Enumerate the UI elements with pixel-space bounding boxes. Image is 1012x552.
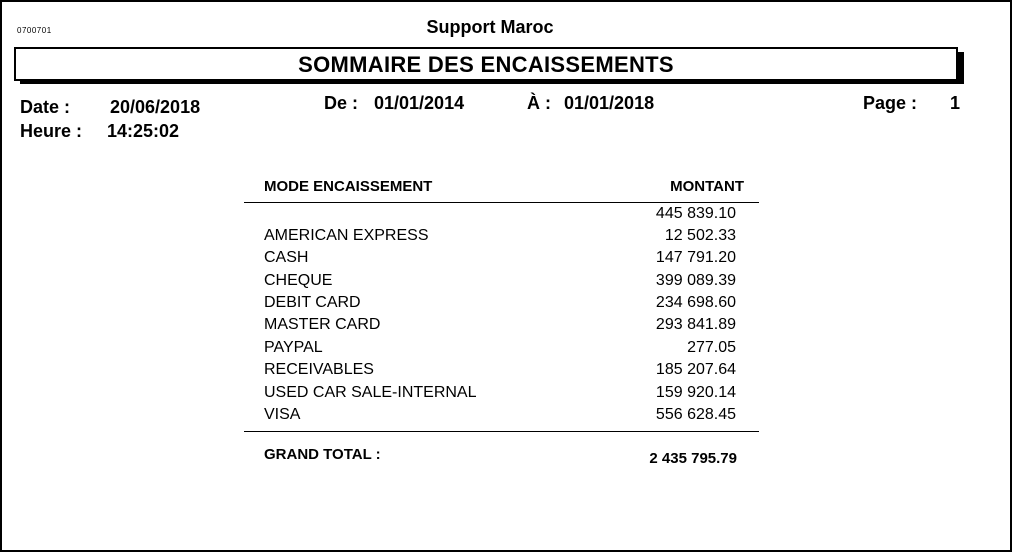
report-code: 0700701 — [17, 26, 52, 35]
header-rule — [244, 202, 759, 203]
row-mode: MASTER CARD — [264, 316, 381, 333]
column-header-amount: MONTANT — [670, 178, 744, 195]
row-mode: VISA — [264, 406, 301, 423]
table-row — [264, 316, 736, 338]
table-row — [264, 339, 736, 361]
row-mode: CHEQUE — [264, 272, 333, 289]
row-amount: 185 207.64 — [655, 361, 736, 378]
company-name: Support Maroc — [426, 17, 554, 37]
table-row — [264, 294, 736, 316]
row-mode: RECEIVABLES — [264, 361, 374, 378]
row-amount: 147 791.20 — [655, 249, 736, 266]
column-header-mode: MODE ENCAISSEMENT — [264, 178, 433, 195]
to-label: À : — [527, 93, 551, 113]
to-value: 01/01/2018 — [564, 93, 655, 113]
date-label: Date : — [20, 97, 71, 117]
table-row — [264, 361, 736, 383]
row-mode: AMERICAN EXPRESS — [264, 227, 429, 244]
row-amount: 293 841.89 — [655, 316, 736, 333]
table-row — [264, 384, 736, 406]
table-row — [264, 249, 736, 271]
page-value: 1 — [950, 93, 961, 113]
row-amount: 556 628.45 — [655, 406, 736, 423]
row-amount: 234 698.60 — [655, 294, 736, 311]
report-title-box — [14, 47, 958, 81]
time-value: 14:25:02 — [107, 121, 180, 141]
row-amount: 399 089.39 — [655, 272, 736, 289]
table-row — [264, 227, 736, 249]
table-row — [264, 406, 736, 428]
from-label: De : — [324, 93, 359, 113]
time-label: Heure : — [20, 121, 83, 141]
grand-total-label: GRAND TOTAL : — [264, 446, 381, 463]
row-mode: DEBIT CARD — [264, 294, 361, 311]
total-rule — [244, 431, 759, 432]
grand-total-value: 2 435 795.79 — [649, 450, 737, 467]
row-amount: 12 502.33 — [664, 227, 736, 244]
row-mode: CASH — [264, 249, 309, 266]
table-row — [264, 205, 736, 227]
row-amount: 159 920.14 — [655, 384, 736, 401]
from-value: 01/01/2014 — [374, 93, 465, 113]
row-mode: USED CAR SALE-INTERNAL — [264, 384, 477, 401]
date-value: 20/06/2018 — [110, 97, 201, 117]
page-label: Page : — [863, 93, 918, 113]
row-mode: PAYPAL — [264, 339, 323, 356]
row-amount: 445 839.10 — [655, 205, 736, 222]
report-title: SOMMAIRE DES ENCAISSEMENTS — [298, 52, 674, 77]
table-row — [264, 272, 736, 294]
row-amount: 277.05 — [687, 339, 736, 356]
